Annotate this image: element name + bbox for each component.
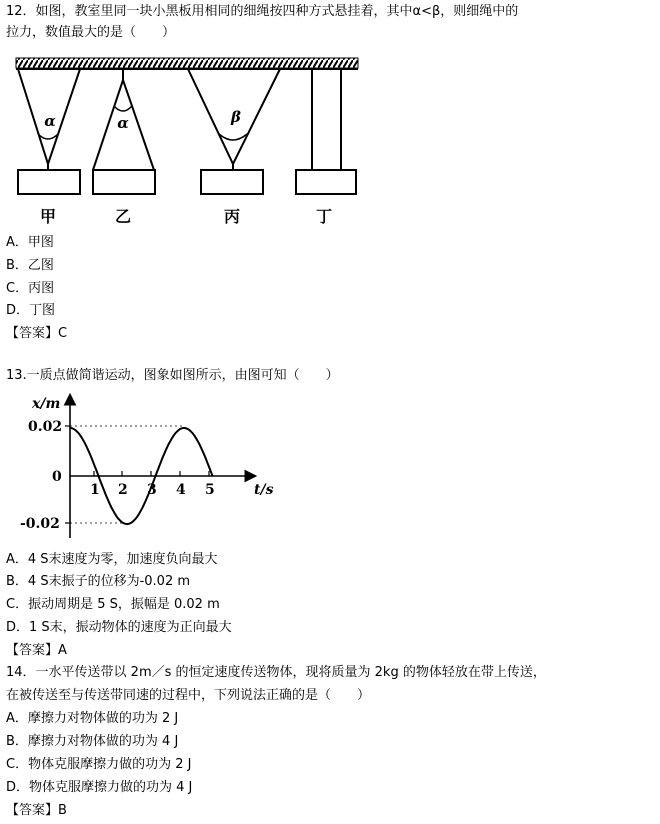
- q14-option-c: C．物体克服摩擦力做的功为 2 J: [6, 757, 192, 772]
- figure-yi: [93, 69, 155, 194]
- ceiling-hatch: [16, 58, 358, 68]
- x-tick-5: 5: [205, 482, 215, 498]
- q13-option-c: C．振动周期是 5 S，振幅是 0.02 m: [6, 597, 220, 612]
- x-tick-3: 3: [147, 482, 157, 498]
- q12-figure: [8, 52, 364, 230]
- x-axis-label: t/s: [254, 482, 274, 498]
- q14-option-d: D．物体克服摩擦力做的功为 4 J: [6, 780, 193, 795]
- bing-angle-label: β: [231, 108, 241, 126]
- q13-answer: 【答案】A: [6, 643, 67, 658]
- figure-ding: [296, 69, 356, 194]
- q13-option-a: A．4 S末速度为零，加速度负向最大: [6, 552, 218, 567]
- figure-jia: [18, 69, 80, 194]
- x-tick-4: 4: [176, 482, 186, 498]
- q14-stem-line2: 在被传送至与传送带同速的过程中，下列说法正确的是（ ）: [6, 688, 371, 703]
- y-tick-zero: 0: [52, 469, 62, 485]
- q14-option-a: A．摩擦力对物体做的功为 2 J: [6, 711, 179, 726]
- q13-option-b: B．4 S末振子的位移为-0.02 m: [6, 574, 191, 589]
- x-tick-2: 2: [118, 482, 128, 498]
- label-bing: 丙: [223, 207, 241, 226]
- q12-answer: 【答案】C: [6, 326, 68, 341]
- x-tick-1: 1: [90, 482, 100, 498]
- q12-stem-line1: 12．如图，教室里同一块小黑板用相同的细绳按四种方式悬挂着，其中α<β，则细绳中的: [6, 4, 519, 19]
- figure-bing: [188, 69, 280, 194]
- q12-option-a: A．甲图: [6, 235, 54, 250]
- q13-option-d: D．1 S末，振动物体的速度为正向最大: [6, 620, 232, 635]
- label-jia: 甲: [39, 207, 57, 226]
- q12-stem-line2: 拉力，数值最大的是（ ）: [6, 25, 176, 40]
- y-tick-max: 0.02: [28, 419, 63, 435]
- y-axis-label: x/m: [32, 396, 61, 412]
- label-ding: 丁: [315, 207, 333, 226]
- label-yi: 乙: [114, 207, 132, 226]
- q12-option-d: D．丁图: [6, 303, 56, 318]
- q14-stem-line1: 14．一水平传送带以 2m／s 的恒定速度传送物体，现将质量为 2kg 的物体轻放在带上传送，: [6, 665, 546, 680]
- q14-answer: 【答案】B: [6, 803, 67, 818]
- q13-stem: 13.一质点做简谐运动，图象如图所示，由图可知（ ）: [6, 368, 339, 383]
- q14-option-b: B．摩擦力对物体做的功为 4 J: [6, 734, 179, 749]
- y-tick-min: -0.02: [20, 516, 60, 532]
- q13-graph: [8, 388, 282, 544]
- q12-option-b: B．乙图: [6, 258, 54, 273]
- yi-angle-label: α: [117, 114, 129, 132]
- q12-option-c: C．丙图: [6, 281, 55, 296]
- jia-angle-label: α: [44, 112, 56, 130]
